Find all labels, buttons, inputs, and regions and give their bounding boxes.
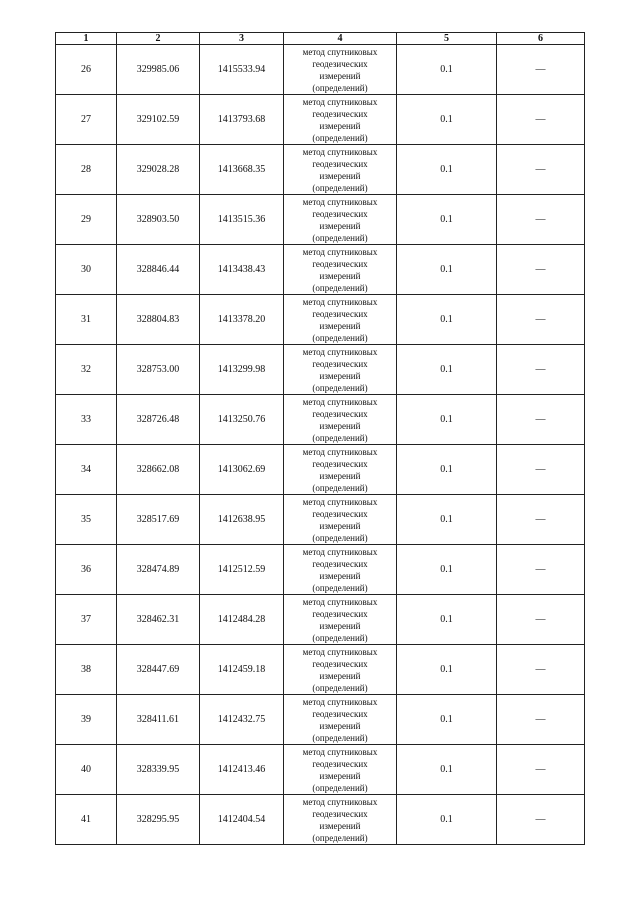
x-coordinate-cell: 329102.59 — [117, 95, 200, 145]
method-line: геодезических — [312, 208, 368, 219]
table-row — [56, 695, 585, 745]
note-cell: — — [497, 495, 585, 545]
y-coordinate-cell: 1412432.75 — [200, 695, 284, 745]
table-row — [56, 345, 585, 395]
x-coordinate-cell: 329985.06 — [117, 45, 200, 95]
method-line: геодезических — [312, 408, 368, 419]
method-line: (определений) — [312, 432, 368, 443]
method-line: геодезических — [312, 308, 368, 319]
method-line: метод спутниковых — [302, 146, 378, 157]
point-number-cell: 36 — [56, 545, 117, 595]
table-row — [56, 495, 585, 545]
method-line: измерений — [319, 720, 361, 731]
note-cell: — — [497, 295, 585, 345]
table-row — [56, 545, 585, 595]
method-line: метод спутниковых — [302, 596, 378, 607]
table-row — [56, 795, 585, 845]
method-line: измерений — [319, 70, 361, 81]
method-cell — [284, 545, 397, 595]
method-line: (определений) — [312, 332, 368, 343]
note-cell: — — [497, 695, 585, 745]
y-coordinate-cell: 1413793.68 — [200, 95, 284, 145]
point-number-cell: 34 — [56, 445, 117, 495]
y-coordinate-cell: 1412638.95 — [200, 495, 284, 545]
accuracy-cell: 0.1 — [397, 45, 497, 95]
method-cell — [284, 145, 397, 195]
method-cell — [284, 695, 397, 745]
method-cell — [284, 295, 397, 345]
x-coordinate-cell: 328462.31 — [117, 595, 200, 645]
method-line: измерений — [319, 370, 361, 381]
method-line: геодезических — [312, 758, 368, 769]
method-cell — [284, 495, 397, 545]
method-cell — [284, 345, 397, 395]
note-cell: — — [497, 545, 585, 595]
table-body — [56, 45, 585, 845]
accuracy-cell: 0.1 — [397, 245, 497, 295]
x-coordinate-cell: 328662.08 — [117, 445, 200, 495]
table-row — [56, 445, 585, 495]
method-cell — [284, 395, 397, 445]
note-cell: — — [497, 395, 585, 445]
method-line: метод спутниковых — [302, 796, 378, 807]
accuracy-cell: 0.1 — [397, 395, 497, 445]
method-line: измерений — [319, 670, 361, 681]
y-coordinate-cell: 1413438.43 — [200, 245, 284, 295]
y-coordinate-cell: 1412413.46 — [200, 745, 284, 795]
table-row — [56, 245, 585, 295]
method-line: измерений — [319, 420, 361, 431]
method-cell — [284, 795, 397, 845]
method-line: (определений) — [312, 282, 368, 293]
method-line: метод спутниковых — [302, 746, 378, 757]
method-line: геодезических — [312, 558, 368, 569]
y-coordinate-cell: 1413378.20 — [200, 295, 284, 345]
method-line: геодезических — [312, 658, 368, 669]
method-line: (определений) — [312, 632, 368, 643]
method-line: измерений — [319, 120, 361, 131]
method-line: метод спутниковых — [302, 46, 378, 57]
column-header: 1 — [56, 33, 117, 45]
note-cell: — — [497, 795, 585, 845]
method-line: измерений — [319, 520, 361, 531]
point-number-cell: 38 — [56, 645, 117, 695]
column-header: 5 — [397, 33, 497, 45]
y-coordinate-cell: 1413515.36 — [200, 195, 284, 245]
method-line: (определений) — [312, 532, 368, 543]
table-row — [56, 745, 585, 795]
x-coordinate-cell: 328804.83 — [117, 295, 200, 345]
table-row — [56, 195, 585, 245]
y-coordinate-cell: 1412459.18 — [200, 645, 284, 695]
y-coordinate-cell: 1412512.59 — [200, 545, 284, 595]
method-cell — [284, 745, 397, 795]
accuracy-cell: 0.1 — [397, 795, 497, 845]
method-cell — [284, 95, 397, 145]
method-cell — [284, 595, 397, 645]
method-line: геодезических — [312, 258, 368, 269]
method-cell — [284, 645, 397, 695]
point-number-cell: 32 — [56, 345, 117, 395]
coordinates-table — [55, 32, 585, 845]
method-line: метод спутниковых — [302, 546, 378, 557]
method-line: (определений) — [312, 732, 368, 743]
method-line: метод спутниковых — [302, 296, 378, 307]
note-cell: — — [497, 145, 585, 195]
column-header: 4 — [284, 33, 397, 45]
method-line: геодезических — [312, 358, 368, 369]
column-header: 6 — [497, 33, 585, 45]
accuracy-cell: 0.1 — [397, 545, 497, 595]
y-coordinate-cell: 1413062.69 — [200, 445, 284, 495]
column-header: 2 — [117, 33, 200, 45]
method-line: измерений — [319, 470, 361, 481]
table-row — [56, 145, 585, 195]
method-line: геодезических — [312, 708, 368, 719]
method-line: метод спутниковых — [302, 96, 378, 107]
table-header — [56, 33, 585, 45]
accuracy-cell: 0.1 — [397, 595, 497, 645]
method-line: геодезических — [312, 58, 368, 69]
point-number-cell: 26 — [56, 45, 117, 95]
x-coordinate-cell: 328517.69 — [117, 495, 200, 545]
accuracy-cell: 0.1 — [397, 195, 497, 245]
accuracy-cell: 0.1 — [397, 695, 497, 745]
x-coordinate-cell: 328295.95 — [117, 795, 200, 845]
point-number-cell: 35 — [56, 495, 117, 545]
note-cell: — — [497, 745, 585, 795]
method-line: измерений — [319, 320, 361, 331]
method-line: (определений) — [312, 232, 368, 243]
method-cell — [284, 245, 397, 295]
accuracy-cell: 0.1 — [397, 495, 497, 545]
x-coordinate-cell: 328474.89 — [117, 545, 200, 595]
point-number-cell: 40 — [56, 745, 117, 795]
x-coordinate-cell: 328447.69 — [117, 645, 200, 695]
method-line: метод спутниковых — [302, 446, 378, 457]
method-cell — [284, 195, 397, 245]
method-line: (определений) — [312, 82, 368, 93]
method-cell — [284, 445, 397, 495]
accuracy-cell: 0.1 — [397, 645, 497, 695]
method-cell — [284, 45, 397, 95]
accuracy-cell: 0.1 — [397, 745, 497, 795]
accuracy-cell: 0.1 — [397, 345, 497, 395]
method-line: метод спутниковых — [302, 396, 378, 407]
table-row — [56, 395, 585, 445]
table-row — [56, 295, 585, 345]
point-number-cell: 31 — [56, 295, 117, 345]
note-cell: — — [497, 95, 585, 145]
column-header: 3 — [200, 33, 284, 45]
method-line: геодезических — [312, 608, 368, 619]
method-line: (определений) — [312, 132, 368, 143]
method-line: геодезических — [312, 508, 368, 519]
table-row — [56, 95, 585, 145]
method-line: (определений) — [312, 182, 368, 193]
method-line: метод спутниковых — [302, 196, 378, 207]
point-number-cell: 37 — [56, 595, 117, 645]
point-number-cell: 33 — [56, 395, 117, 445]
x-coordinate-cell: 328726.48 — [117, 395, 200, 445]
method-line: измерений — [319, 170, 361, 181]
method-line: метод спутниковых — [302, 246, 378, 257]
method-line: геодезических — [312, 158, 368, 169]
x-coordinate-cell: 328753.00 — [117, 345, 200, 395]
method-line: метод спутниковых — [302, 346, 378, 357]
method-line: метод спутниковых — [302, 646, 378, 657]
point-number-cell: 30 — [56, 245, 117, 295]
method-line: (определений) — [312, 832, 368, 843]
method-line: измерений — [319, 620, 361, 631]
x-coordinate-cell: 329028.28 — [117, 145, 200, 195]
x-coordinate-cell: 328846.44 — [117, 245, 200, 295]
method-line: измерений — [319, 220, 361, 231]
table-row — [56, 645, 585, 695]
note-cell: — — [497, 445, 585, 495]
x-coordinate-cell: 328903.50 — [117, 195, 200, 245]
method-line: метод спутниковых — [302, 496, 378, 507]
note-cell: — — [497, 245, 585, 295]
point-number-cell: 39 — [56, 695, 117, 745]
point-number-cell: 27 — [56, 95, 117, 145]
y-coordinate-cell: 1412484.28 — [200, 595, 284, 645]
note-cell: — — [497, 645, 585, 695]
method-line: измерений — [319, 820, 361, 831]
point-number-cell: 29 — [56, 195, 117, 245]
y-coordinate-cell: 1413299.98 — [200, 345, 284, 395]
note-cell: — — [497, 345, 585, 395]
note-cell: — — [497, 195, 585, 245]
note-cell: — — [497, 45, 585, 95]
y-coordinate-cell: 1413250.76 — [200, 395, 284, 445]
accuracy-cell: 0.1 — [397, 145, 497, 195]
method-line: измерений — [319, 270, 361, 281]
x-coordinate-cell: 328339.95 — [117, 745, 200, 795]
header-row — [56, 33, 585, 45]
table-row — [56, 595, 585, 645]
method-line: геодезических — [312, 108, 368, 119]
x-coordinate-cell: 328411.61 — [117, 695, 200, 745]
method-line: геодезических — [312, 458, 368, 469]
note-cell: — — [497, 595, 585, 645]
accuracy-cell: 0.1 — [397, 445, 497, 495]
accuracy-cell: 0.1 — [397, 295, 497, 345]
method-line: (определений) — [312, 682, 368, 693]
method-line: (определений) — [312, 582, 368, 593]
method-line: (определений) — [312, 482, 368, 493]
method-line: измерений — [319, 770, 361, 781]
point-number-cell: 28 — [56, 145, 117, 195]
table-row — [56, 45, 585, 95]
accuracy-cell: 0.1 — [397, 95, 497, 145]
y-coordinate-cell: 1413668.35 — [200, 145, 284, 195]
method-line: метод спутниковых — [302, 696, 378, 707]
y-coordinate-cell: 1415533.94 — [200, 45, 284, 95]
method-line: геодезических — [312, 808, 368, 819]
method-line: измерений — [319, 570, 361, 581]
method-line: (определений) — [312, 782, 368, 793]
point-number-cell: 41 — [56, 795, 117, 845]
method-line: (определений) — [312, 382, 368, 393]
y-coordinate-cell: 1412404.54 — [200, 795, 284, 845]
